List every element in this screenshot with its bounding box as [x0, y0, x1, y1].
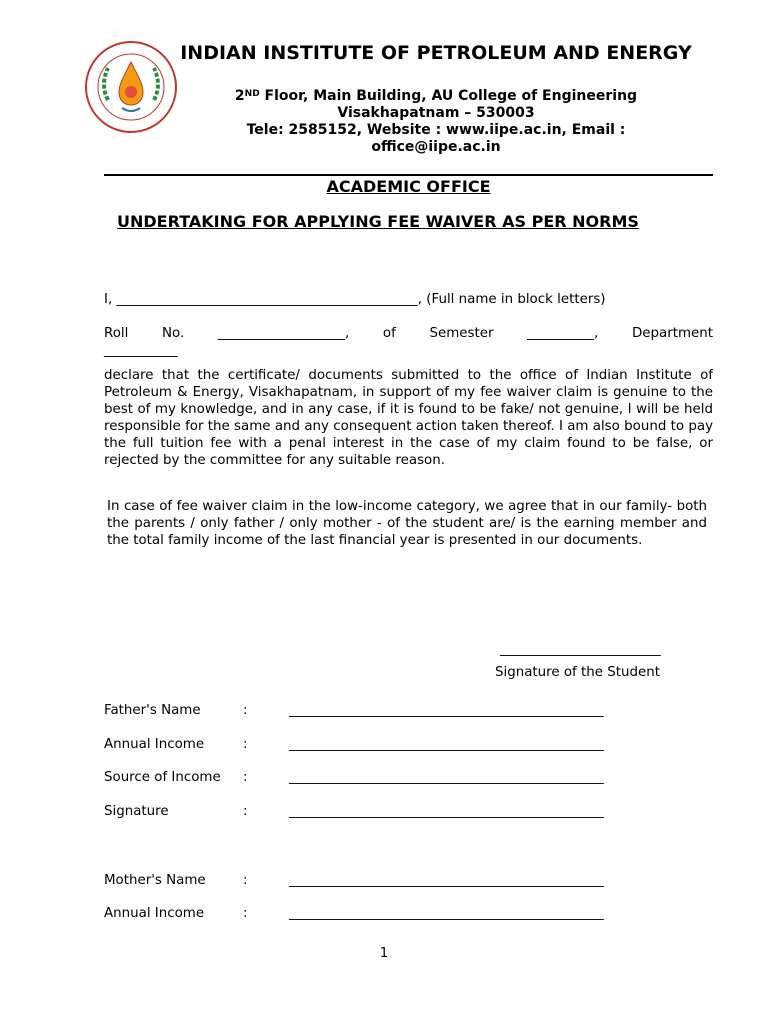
office-heading: ACADEMIC OFFICE	[326, 177, 491, 196]
field-blank: _______________________________________________	[289, 873, 604, 888]
of-word: of	[382, 326, 396, 341]
field-row-father-signature	[104, 803, 684, 820]
field-colon: :	[243, 804, 248, 819]
signature-label: Signature of the Student	[495, 665, 660, 680]
field-blank: _______________________________________________	[289, 737, 604, 752]
field-row-mother-income	[104, 905, 684, 922]
semester-blank: __________,	[527, 326, 599, 341]
city-line: Visakhapatnam – 530003	[337, 105, 535, 121]
field-label: Signature	[104, 804, 169, 819]
institute-name: INDIAN INSTITUTE OF PETROLEUM AND ENERGY	[180, 42, 692, 64]
address-rest: Floor, Main Building, AU College of Engineering	[259, 88, 638, 104]
contact-line: Tele: 2585152, Website : www.iipe.ac.in, Email :	[246, 122, 626, 138]
institute-logo-icon	[84, 40, 178, 134]
field-label: Source of Income	[104, 770, 221, 785]
field-label: Annual Income	[104, 737, 205, 752]
field-colon: :	[243, 873, 248, 888]
field-row-father-income	[104, 736, 684, 753]
declaration-paragraph: declare that the certificate/ documents submitted to the office of Indian Institute of Petroleum & Energy, Visakhapatnam, in support of my fee waiver claim is genuine to the best of my knowledge, and in any case, if it is found to be fake/ not genuine, I will be held responsible for the same and any consequent action taken thereof. I am also bound to pay the full tuition fee with a penal interest in the case of my claim found to be false, or rejected by the committee for any suitable reason.	[104, 368, 713, 468]
email-line: office@iipe.ac.in	[371, 139, 501, 155]
field-colon: :	[243, 703, 248, 718]
field-colon: :	[243, 737, 248, 752]
roll-line	[104, 325, 713, 342]
field-row-father-name	[104, 702, 684, 719]
field-colon: :	[243, 906, 248, 921]
field-row-mother-name	[104, 872, 684, 889]
field-label: Mother's Name	[104, 873, 206, 888]
semester-word: Semester	[429, 326, 494, 341]
name-line: I, _____________________________________________, (Full name in block letters)	[104, 292, 606, 307]
roll-word: Roll	[104, 326, 129, 341]
floor-ordinal: 2	[234, 88, 245, 104]
undertaking-heading: UNDERTAKING FOR APPLYING FEE WAIVER AS PER NORMS	[117, 212, 639, 231]
department-word: Department	[631, 326, 713, 341]
address-line	[176, 88, 696, 105]
roll-blank: ___________________,	[217, 326, 350, 341]
field-blank: _______________________________________________	[289, 703, 604, 718]
field-blank: _______________________________________________	[289, 906, 604, 921]
field-blank: _______________________________________________	[289, 770, 604, 785]
field-blank: _______________________________________________	[289, 804, 604, 819]
department-blank: ___________	[104, 343, 178, 358]
signature-line: ________________________	[500, 642, 661, 657]
field-row-source-income	[104, 769, 684, 786]
income-paragraph: In case of fee waiver claim in the low-income category, we agree that in our family- both the parents / only father / only mother - of the student are/ is the earning member and the total family income of the last financial year is presented in our documents.	[107, 499, 707, 548]
field-label: Father's Name	[104, 703, 201, 718]
floor-suffix: ND	[244, 89, 260, 99]
field-colon: :	[243, 770, 248, 785]
field-label: Annual Income	[104, 906, 205, 921]
no-word: No.	[161, 326, 185, 341]
page-number: 1	[379, 946, 389, 961]
